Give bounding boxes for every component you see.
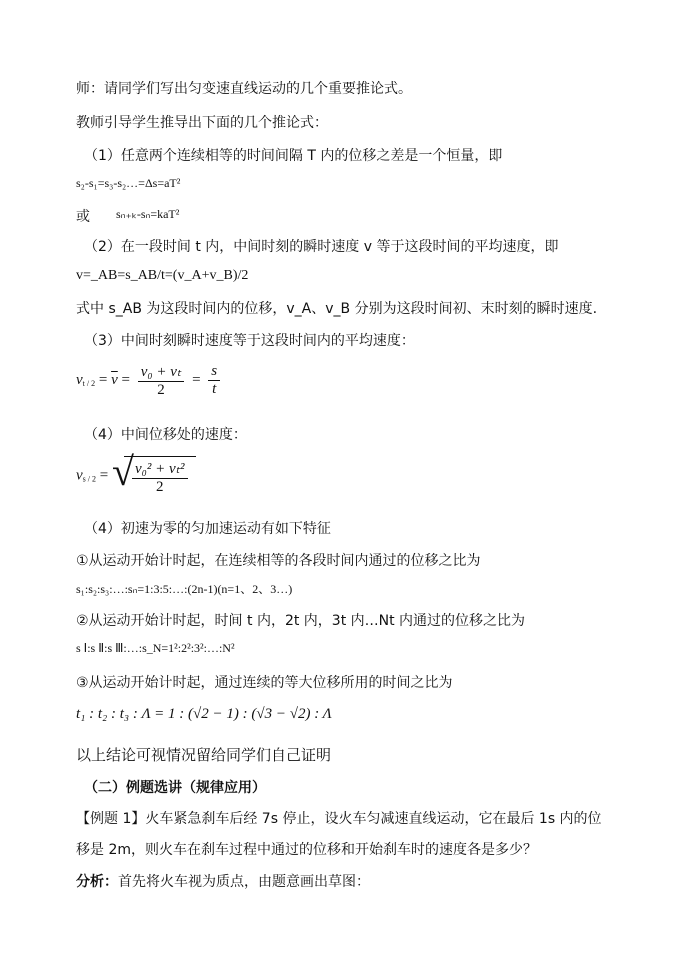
text-line: 师：请同学们写出匀变速直线运动的几个重要推论式。 xyxy=(76,81,412,97)
section-heading: （二）例题选讲（规律应用） xyxy=(84,780,266,796)
formula-fraction xyxy=(138,362,185,399)
text-line: （4）中间位移处的速度： xyxy=(84,427,247,443)
formula-mid-position-velocity xyxy=(76,449,196,496)
square-root xyxy=(111,449,196,496)
text-line: （2）在一段时间 t 内，中间时刻的瞬时速度 v 等于这段时间的平均速度，即 xyxy=(84,239,559,255)
analysis-text: 首先将火车视为质点，由题意画出草图： xyxy=(118,874,370,890)
formula-operator: = xyxy=(121,371,130,388)
formula-line: s₁:s₂:s₃:…:sₙ=1:3:5:…:(2n-1)(n=1、2、3…) xyxy=(76,582,293,596)
formula-line: s₂-s₁=s₃-s₂…=Δs=aT² xyxy=(76,176,181,190)
fraction-denominator: 2 xyxy=(157,382,165,398)
formula-fraction xyxy=(132,459,188,496)
text-line xyxy=(76,871,370,891)
formula-subscript: t / 2 xyxy=(82,378,96,388)
text-line: 或 xyxy=(76,209,90,225)
formula-symbol: v xyxy=(76,467,83,484)
text-line: 【例题 1】火车紧急刹车后经 7s 停止，设火车匀减速直线运动，它在最后 1s 内的位 xyxy=(76,811,602,827)
fraction-denominator: 2 xyxy=(156,479,164,495)
text-line: 教师引导学生推导出下面的几个推论式： xyxy=(76,115,328,131)
formula-subscript: s / 2 xyxy=(82,474,97,484)
text-line: ②从运动开始计时起，时间 t 内，2t 内，3t 内…Nt 内通过的位移之比为 xyxy=(76,613,526,629)
formula-operator: = xyxy=(99,467,109,484)
text-line: （3）中间时刻瞬时速度等于这段时间内的平均速度： xyxy=(84,333,415,349)
formula-line: v=_AB=s_AB/t=(v_A+v_B)/2 xyxy=(76,268,249,283)
text-line: 式中 s_AB 为这段时间内的位移，v_A、v_B 分别为这段时间初、末时刻的瞬时速度. xyxy=(76,301,598,317)
formula-symbol: $\overline{v}$ xyxy=(111,371,118,388)
radical-sign: √ xyxy=(111,449,134,494)
text-line: （1）任意两个连续相等的时间间隔 T 内的位移之差是一个恒量，即 xyxy=(84,148,503,164)
text-line: 移是 2m，则火车在刹车过程中通过的位移和开始刹车时的速度各是多少？ xyxy=(76,842,537,858)
fraction-numerator: v₀² + vₜ² xyxy=(132,459,188,479)
formula-time-ratio: t₁ : t₂ : t₃ : Λ = 1 : (√2 − 1) : (√3 − √2) : Λ xyxy=(76,706,332,722)
text-line: 以上结论可视情况留给同学们自己证明 xyxy=(76,746,332,764)
radicand xyxy=(124,456,196,496)
formula-operator: = xyxy=(98,371,108,388)
text-line: （4）初速为零的匀加速运动有如下特征 xyxy=(84,521,331,537)
text-line: ①从运动开始计时起，在连续相等的各段时间内通过的位移之比为 xyxy=(76,553,481,569)
analysis-label: 分析： xyxy=(76,874,118,890)
text-line: ③从运动开始计时起，通过连续的等大位移所用的时间之比为 xyxy=(76,675,453,691)
fraction-numerator: v₀ + vₜ xyxy=(138,362,185,382)
formula-mid-time-velocity xyxy=(76,362,224,399)
formula-line: s Ⅰ:s Ⅱ:s Ⅲ:…:s_N=1²:2²:3²:…:N² xyxy=(76,641,235,655)
formula-fraction xyxy=(208,363,220,398)
formula-symbol: v xyxy=(76,371,83,388)
fraction-numerator: s xyxy=(208,363,220,381)
fraction-denominator: t xyxy=(212,381,217,397)
formula-operator: = xyxy=(192,371,201,388)
formula-line: sₙ₊ₖ-sₙ=kaT² xyxy=(116,207,180,221)
